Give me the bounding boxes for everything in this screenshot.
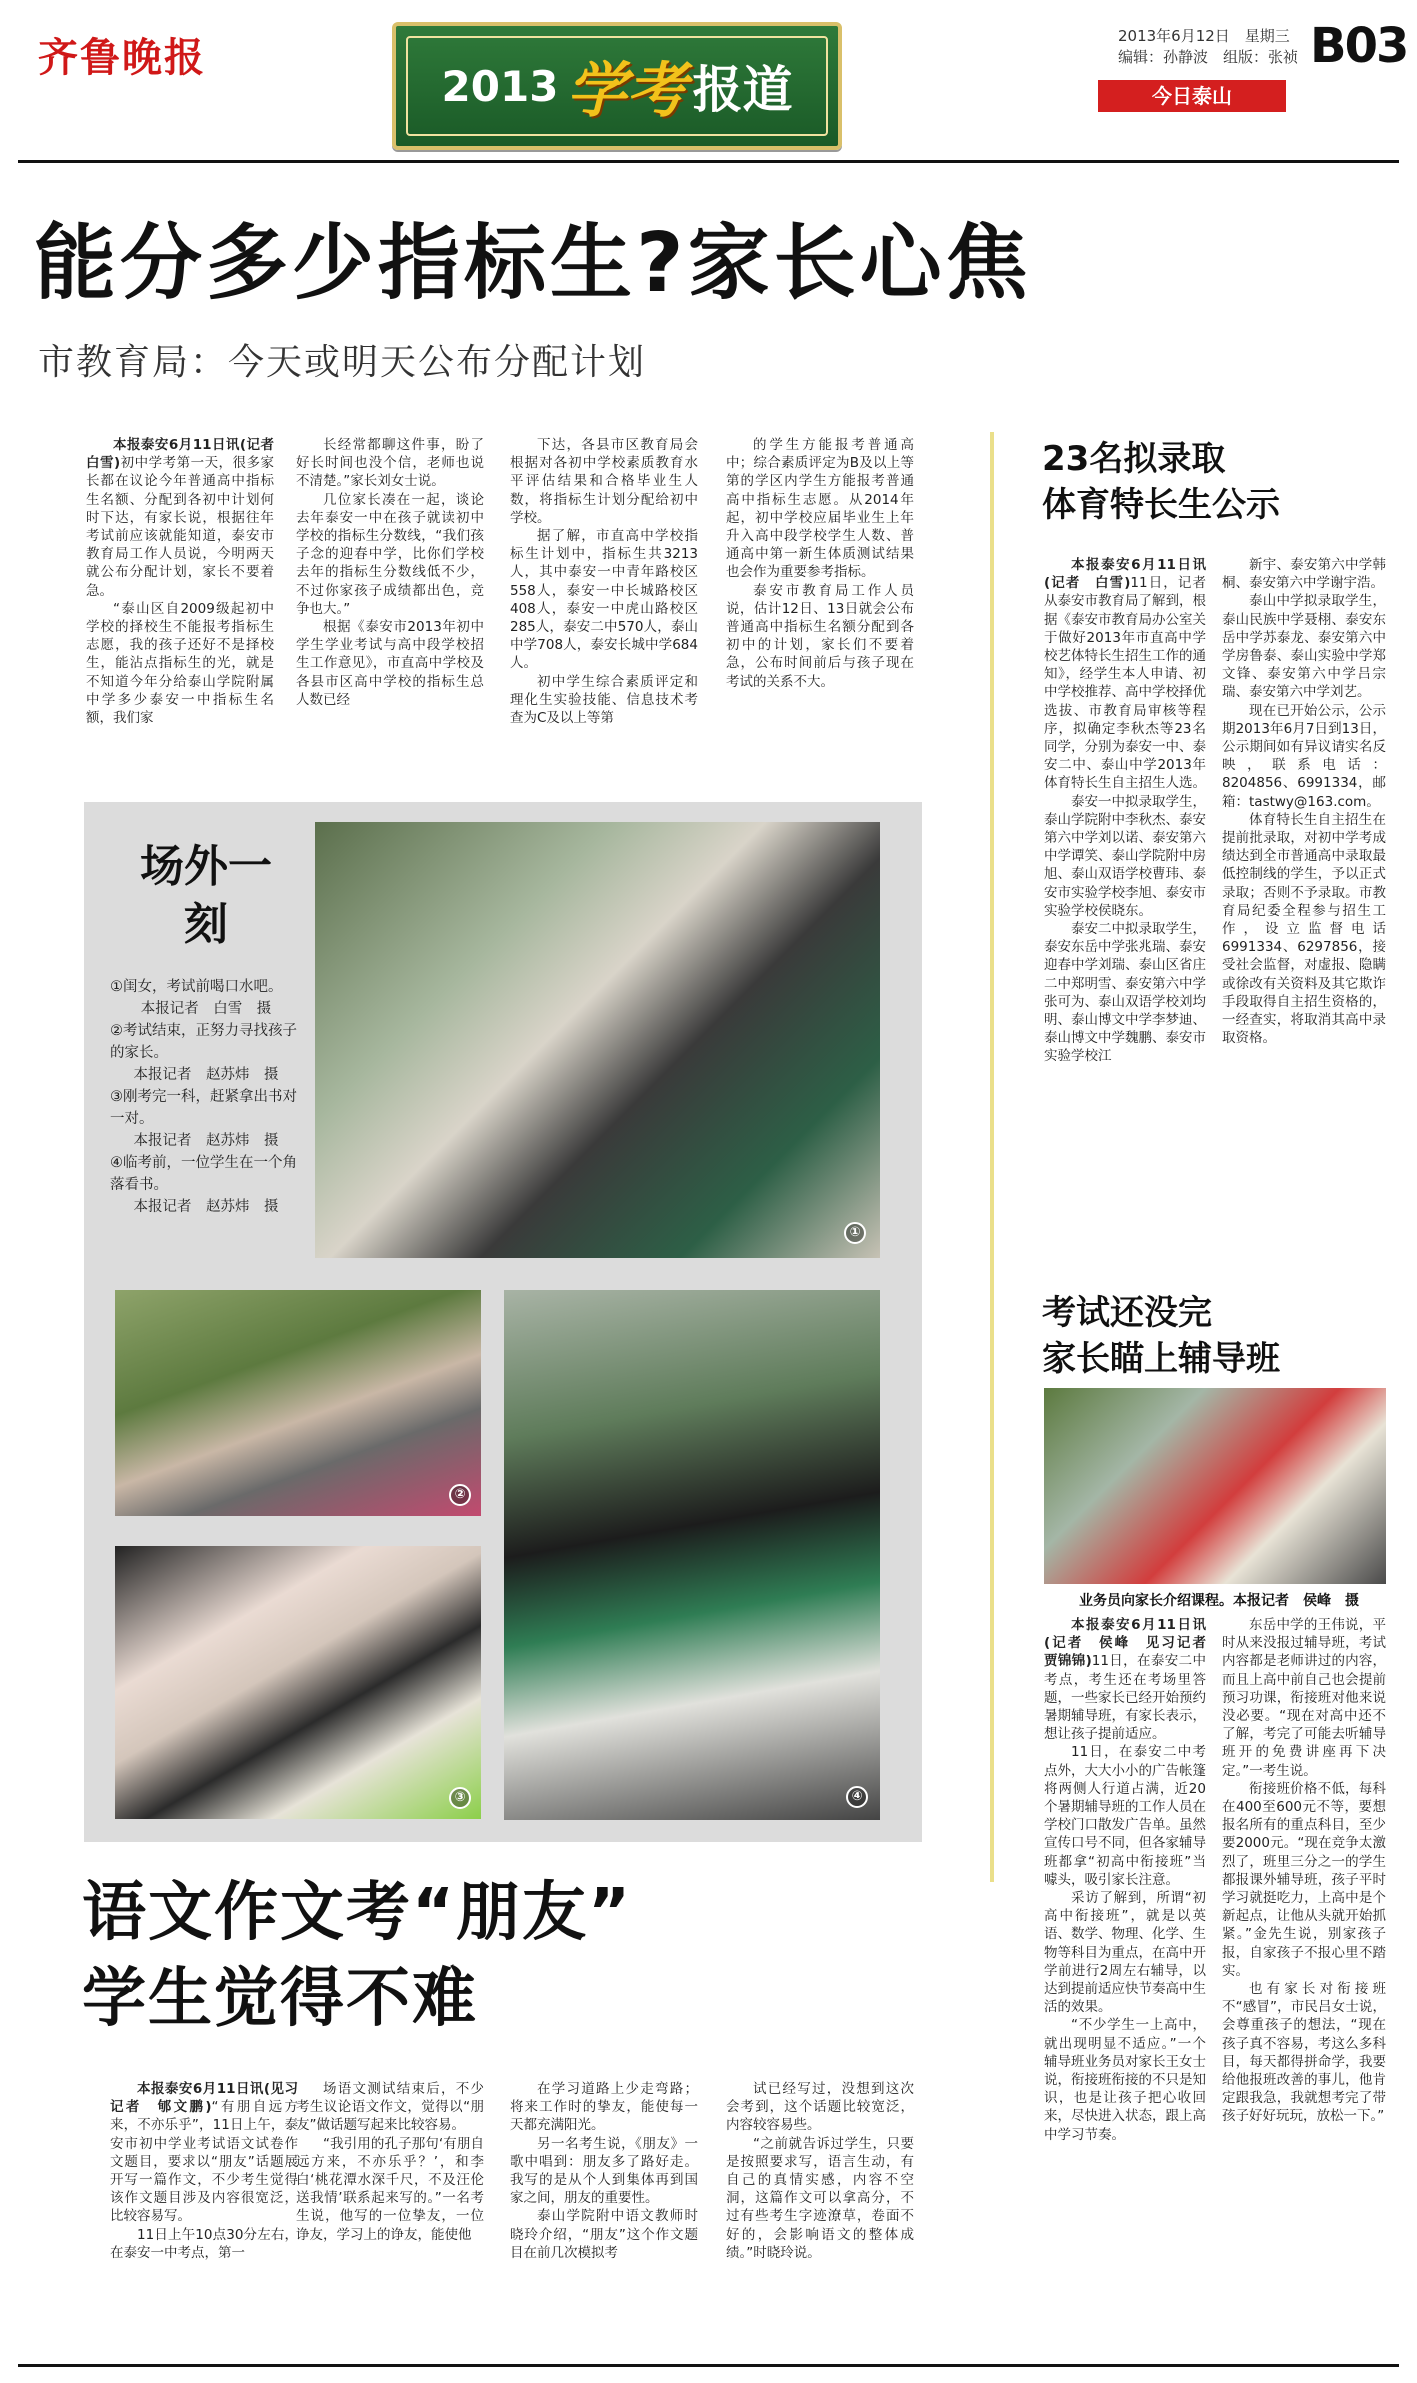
issue-date: 2013年6月12日 星期三 — [1118, 27, 1290, 45]
sidebar-article1-title-line1: 23名拟录取 — [1042, 439, 1226, 479]
caption-credit: 本报记者 白雪 摄 — [140, 1001, 272, 1017]
article-paragraph — [1044, 1889, 1206, 2016]
article-paragraph — [86, 600, 274, 727]
article3-headline-line1: 语文作文考“朋友” — [82, 1876, 633, 1950]
paragraph-text: 长经常都聊这件事，盼了好长时间也没个信，老师也说不清楚。”家长刘女士说。 — [296, 437, 484, 490]
article-paragraph — [1222, 592, 1386, 701]
caption-credit: 本报记者 赵苏炜 摄 — [133, 1133, 279, 1149]
photo-drinking-water — [315, 822, 880, 1258]
photo-number: ② — [449, 1484, 471, 1506]
paragraph-text: 泰安二中拟录取学生，泰安东岳中学张兆瑞、泰安迎春中学刘瑞、泰山区省庄二中郑明雪、泰安第六中学张可为、泰山双语学校刘均明、泰山博文中学李梦迪、泰山博文中学魏鹏、泰安市实验学校江 — [1044, 921, 1206, 1065]
main-column-3 — [510, 436, 698, 786]
sidebar-rule — [990, 432, 994, 1882]
paragraph-text: “不少学生一上高中，就出现明显不适应。”一个辅导班业务员对家长王女士说，衔接班衔接的不只是知识，也是让孩子把心收回来，尽快进入状态，跟上高中学习节奏。 — [1044, 2017, 1206, 2143]
photo-number: ③ — [449, 1787, 471, 1809]
article-paragraph — [510, 436, 698, 527]
article3-headline-line2: 学生觉得不难 — [82, 1962, 478, 2036]
paragraph-text: “有朋自远方来，不亦乐乎”，11日上午，泰安市初中学业考试语文试卷作文题目，要求以“朋友”话题展开写一篇作文，不少考生觉得该作文题目涉及内容很宽泛，比较容易写。 — [110, 2099, 298, 2225]
photo-parents-waiting — [115, 1290, 481, 1516]
dateline-lead: 本报泰安6月11日讯(记者 白雪) — [86, 437, 288, 472]
article-paragraph — [1222, 1980, 1386, 2126]
article-paragraph — [110, 2080, 298, 2226]
caption-line: ③刚考完一科，赶紧拿出书对一对。 — [110, 1089, 297, 1127]
article-paragraph — [510, 527, 698, 673]
article-paragraph — [296, 2080, 484, 2135]
article-paragraph — [726, 2135, 914, 2262]
section-banner — [392, 22, 842, 150]
main-headline: 能分多少指标生?家长心焦 — [34, 216, 1032, 311]
article-paragraph — [1222, 811, 1386, 1048]
caption-credit: 本报记者 赵苏炜 摄 — [133, 1067, 279, 1083]
article-paragraph — [1222, 1780, 1386, 1980]
article-paragraph — [296, 618, 484, 709]
paragraph-text: 采访了解到，所谓“初高中衔接班”，就是以英语、数学、物理、化学、生物等科目为重点，在高中开学前进行2周左右辅导，以达到提前适应快节奏高中生活的效果。 — [1044, 1890, 1206, 2016]
article-paragraph — [1222, 556, 1386, 592]
photo-captions — [110, 976, 302, 1218]
paragraph-text: 现在已开始公示，公示期2013年6月7日到13日，公示期间如有异议请实名反映，联系电话：8204856、6991334，邮箱：tastwy@163.com。 — [1222, 702, 1386, 810]
paragraph-text: 东岳中学的王伟说，平时从来没报过辅导班，考试内容都是老师讲过的内容，而且上高中前自己也会提前预习功课，衔接班对他来说没必要。“现在对高中还不了解，考完了可能去听辅导班开的免费讲座再下决定。”一考生说。 — [1222, 1617, 1386, 1779]
paragraph-text: 另一名考生说，《朋友》一歌中唱到：朋友多了路好走。我写的是从个人到集体再到国家之间，朋友的重要性。 — [510, 2135, 698, 2207]
article-paragraph — [726, 436, 914, 582]
main-subhead: 市教育局：今天或明天公布分配计划 — [38, 342, 647, 383]
article-paragraph — [510, 2207, 698, 2262]
banner-xuekao: 学考 — [566, 56, 687, 126]
sidebar-article2-column-b — [1222, 1616, 1386, 2358]
article-paragraph — [86, 436, 288, 600]
sidebar-article1-column-a — [1044, 556, 1206, 1276]
paragraph-text: 场语文测试结束后，不少考生议论语文作文，觉得以“朋友”做话题写起来比较容易。 — [296, 2081, 484, 2134]
article-paragraph — [1222, 702, 1386, 811]
paragraph-text: “我引用的孔子那句‘有朋自远方来，不亦乐乎？’，和李白‘桃花潭水深千尺，不及汪伦送我情’联系起来写的。”一名考生说，他写的一位挚友，一位诤友，学习上的诤友，能使他 — [296, 2135, 484, 2243]
photo-tutoring-salesperson — [1044, 1388, 1386, 1584]
paragraph-text: 初中学考第一天，很多家长都在议论今年普通高中指标生名额、分配到各初中计划何时下达，有家长说，根据往年考试前应该就能知道，泰安市教育局工作人员说，今明两天就公布分配计划，家长不要着急。 — [86, 455, 275, 599]
caption-line: ④临考前，一位学生在一个角落看书。 — [110, 1155, 297, 1193]
paragraph-text: “泰山区自2009级起初中学校的择校生不能报考指标生志愿，我的孩子还好不是择校生，能沾点指标生的光，就是不知道今年分给泰山学院附属中学多少泰安一中指标生名额，我们家 — [86, 600, 274, 727]
paragraph-text: 泰安一中拟录取学生，泰山学院附中李秋杰、泰安第六中学刘以诺、泰安第六中学谭笑、泰山学院附中房旭、泰山双语学校曹玮、泰安市实验学校李旭、泰安市实验学校侯晓东。 — [1044, 793, 1206, 919]
paragraph-text: 11日，记者从泰安市教育局了解到，根据《泰安市教育局办公室关于做好2013年市直高中学校艺体特长生招生工作的通知》，经学生本人申请、初中学校推荐、高中学校择优选拔、市教育局审核等程序，拟确定李秋杰等23名同学，分别为泰安一中、泰安二中、泰山中学2013年体育特长生自主招生人选。 — [1044, 575, 1206, 792]
dateline-lead: 本报泰安6月11日讯(见习记者 郇文鹏) — [110, 2081, 298, 2116]
article-paragraph — [726, 2080, 914, 2135]
sidebar-article2-column-a — [1044, 1616, 1220, 2358]
dateline — [1118, 26, 1298, 68]
paragraph-text: 试已经写过，没想到这次会考到，这个话题比较宽泛，内容较容易些。 — [726, 2081, 914, 2134]
paragraph-text: 11日，在泰安二中考点外，大大小小的广告帐篷将两侧人行道占满，近20个暑期辅导班的工作人员在学校门口散发广告单。虽然宣传口号不同，但各家辅导班都拿“初高中衔接班”当噱头，吸引家长注意。 — [1044, 1744, 1206, 1888]
article-paragraph — [510, 2080, 698, 2135]
main-column-1 — [86, 436, 288, 786]
editor-credits: 编辑：孙静波 组版：张祯 — [1118, 48, 1299, 66]
article-paragraph — [1044, 920, 1206, 1066]
article-paragraph — [1044, 793, 1206, 920]
article-paragraph — [1222, 1616, 1386, 1780]
page-number: B03 — [1310, 18, 1408, 74]
paragraph-text: 初中学生综合素质评定和理化生实验技能、信息技术考查为C及以上等第 — [510, 673, 698, 727]
paragraph-text: 据了解，市直高中学校指标生计划中，指标生共3213人，其中泰安一中青年路校区558人，泰安一中长城路校区408人，泰安一中虎山路校区285人，泰安二中570人，泰山中学708人，泰安长城中学684人。 — [510, 528, 698, 672]
article3-column-1 — [110, 2080, 298, 2350]
newspaper-logo: 齐鲁晚报 — [38, 34, 206, 81]
paragraph-text: 在学习道路上少走弯路；将来工作时的挚友，能使每一天都充满阳光。 — [510, 2081, 698, 2134]
paragraph-text: 泰山中学拟录取学生，泰山民族中学聂栩、泰安东岳中学苏泰龙、泰安第六中学房鲁泰、泰山实验中学郑文锋、泰安第六中学吕宗瑞、泰安第六中学刘艺。 — [1222, 593, 1386, 701]
dateline-lead: 本报泰安6月11日讯(记者 侯峰 见习记者 贾锦锦) — [1044, 1617, 1220, 1670]
section-tag: 今日泰山 — [1098, 80, 1286, 112]
paragraph-text: 11日上午10点30分左右，在泰安一中考点，第一 — [110, 2226, 298, 2261]
paragraph-text: 的学生方能报考普通高中；综合素质评定为B及以上等第的学区内学生方能报考普通高中指标生志愿。从2014年起，初中学校应届毕业生上年升入高中段学校学生人数、普通高中第一新生体质测试结果也会作为重要参考指标。 — [726, 437, 914, 581]
paragraph-text: 新宇、泰安第六中学韩桐、泰安第六中学谢宇浩。 — [1222, 557, 1386, 592]
article-paragraph — [510, 2135, 698, 2208]
banner-year: 2013 — [441, 61, 559, 111]
main-column-2 — [296, 436, 484, 786]
footer-rule — [18, 2364, 1399, 2367]
paragraph-text: 下达，各县市区教育局会根据对各初中学校素质教育水平评估结果和合格毕业生人数，将指标生计划分配给初中学校。 — [510, 437, 698, 526]
article-paragraph — [726, 582, 914, 691]
article3-column-4 — [726, 2080, 914, 2350]
article-paragraph — [296, 491, 484, 618]
paragraph-text: 根据《泰安市2013年初中学生学业考试与高中段学校招生工作意见》，市直高中学校及各县市区高中学校的指标生总人数已经 — [296, 619, 484, 708]
sidebar-article1-column-b — [1222, 556, 1386, 1276]
article-paragraph — [1044, 1616, 1220, 1743]
header-rule — [18, 160, 1399, 163]
paragraph-text: 11日，在泰安二中考点，考生还在考场里答题，一些家长已经开始预约暑期辅导班，有家长表示，想让孩子提前适应。 — [1044, 1653, 1206, 1743]
photo-number: ④ — [846, 1786, 868, 1808]
article3-headline — [82, 1870, 632, 2042]
photo-students-checking-book — [115, 1546, 481, 1819]
photo-student-reading — [504, 1290, 880, 1820]
paragraph-text: 几位家长凑在一起，谈论去年泰安一中在孩子就读初中学校的指标生分数线，“我们孩子念的迎春中学，比你们学校去年的指标生分数线低不少，不过你家孩子成绩都出色，竞争也大。” — [296, 491, 484, 617]
article-paragraph — [510, 673, 698, 728]
photo-number: ① — [844, 1222, 866, 1244]
paragraph-text: 衔接班价格不低，每科在400至600元不等，要想报名所有的重点科目，至少要2000元。“现在竞争太激烈了，班里三分之一的学生都报课外辅导班，孩子平时学习就挺吃力，上高中是个新起点，让他从头就开始抓紧。”金先生说，别家孩子报，自家孩子不报心里不踏实。 — [1222, 1780, 1386, 1979]
sidebar-article2-title-line1: 考试还没完 — [1042, 1293, 1212, 1333]
paragraph-text: 体育特长生自主招生在提前批录取，对初中学考成绩达到全市普通高中录取最低控制线的学生，予以正式录取；否则不予录取。市教育局纪委全程参与招生工作，设立监督电话6991334、6297856，接受社会监督，对虚报、隐瞒或徐改有关资料及其它欺诈手段取得自主招生资格的，一经查实，将取消其高中录取资格。 — [1222, 811, 1386, 1047]
paragraph-text: 也有家长对衔接班不“感冒”，市民吕女士说，会尊重孩子的想法，“现在孩子真不容易，考这么多科目，每天都得拼命学，我要给他报班改善的事儿，他肯定跟我急，我就想考完了带孩子好好玩玩，放松一下。” — [1222, 1981, 1386, 2125]
article-paragraph — [1044, 2016, 1206, 2143]
paragraph-text: “之前就告诉过学生，只要是按照要求写，语言生动，有自己的真情实感，内容不空洞，这篇作文可以拿高分，不过有些考生字迹潦草，卷面不好的，会影响语文的整体成绩。”时晓玲说。 — [726, 2135, 914, 2261]
article3-column-3 — [510, 2080, 698, 2350]
paragraph-text: 泰山学院附中语文教师时晓玲介绍，“朋友”这个作文题目在前几次模拟考 — [510, 2208, 698, 2261]
caption-line: ①闺女，考试前喝口水吧。 — [110, 979, 283, 995]
banner-baodao: 报道 — [692, 61, 793, 119]
article-paragraph — [1044, 556, 1206, 793]
caption-credit: 本报记者 赵苏炜 摄 — [133, 1199, 279, 1215]
paragraph-text: 泰安市教育局工作人员说，估计12日、13日就会公布普通高中指标生名额分配到各初中的计划，家长们不要着急，公布时间前后与孩子现在考试的关系不大。 — [726, 582, 914, 690]
dateline-lead: 本报泰安6月11日讯(记者 白雪) — [1044, 557, 1206, 592]
sidebar-article2-title — [1042, 1290, 1382, 1382]
sidebar-article1-title — [1042, 436, 1382, 528]
article3-column-2 — [296, 2080, 484, 2350]
sidebar-article1-title-line2: 体育特长生公示 — [1042, 485, 1280, 525]
article-paragraph — [296, 2135, 484, 2244]
article-paragraph — [296, 436, 484, 491]
sidebar-article2-title-line2: 家长瞄上辅导班 — [1042, 1339, 1280, 1379]
caption-line: ②考试结束，正努力寻找孩子的家长。 — [110, 1023, 297, 1061]
article-paragraph — [1044, 1743, 1206, 1889]
photo-feature-title: 场外一刻 — [140, 841, 272, 950]
article-paragraph — [110, 2226, 298, 2262]
sidebar-photo-caption: 业务员向家长介绍课程。本报记者 侯峰 摄 — [1079, 1593, 1359, 1609]
main-column-4 — [726, 436, 914, 786]
